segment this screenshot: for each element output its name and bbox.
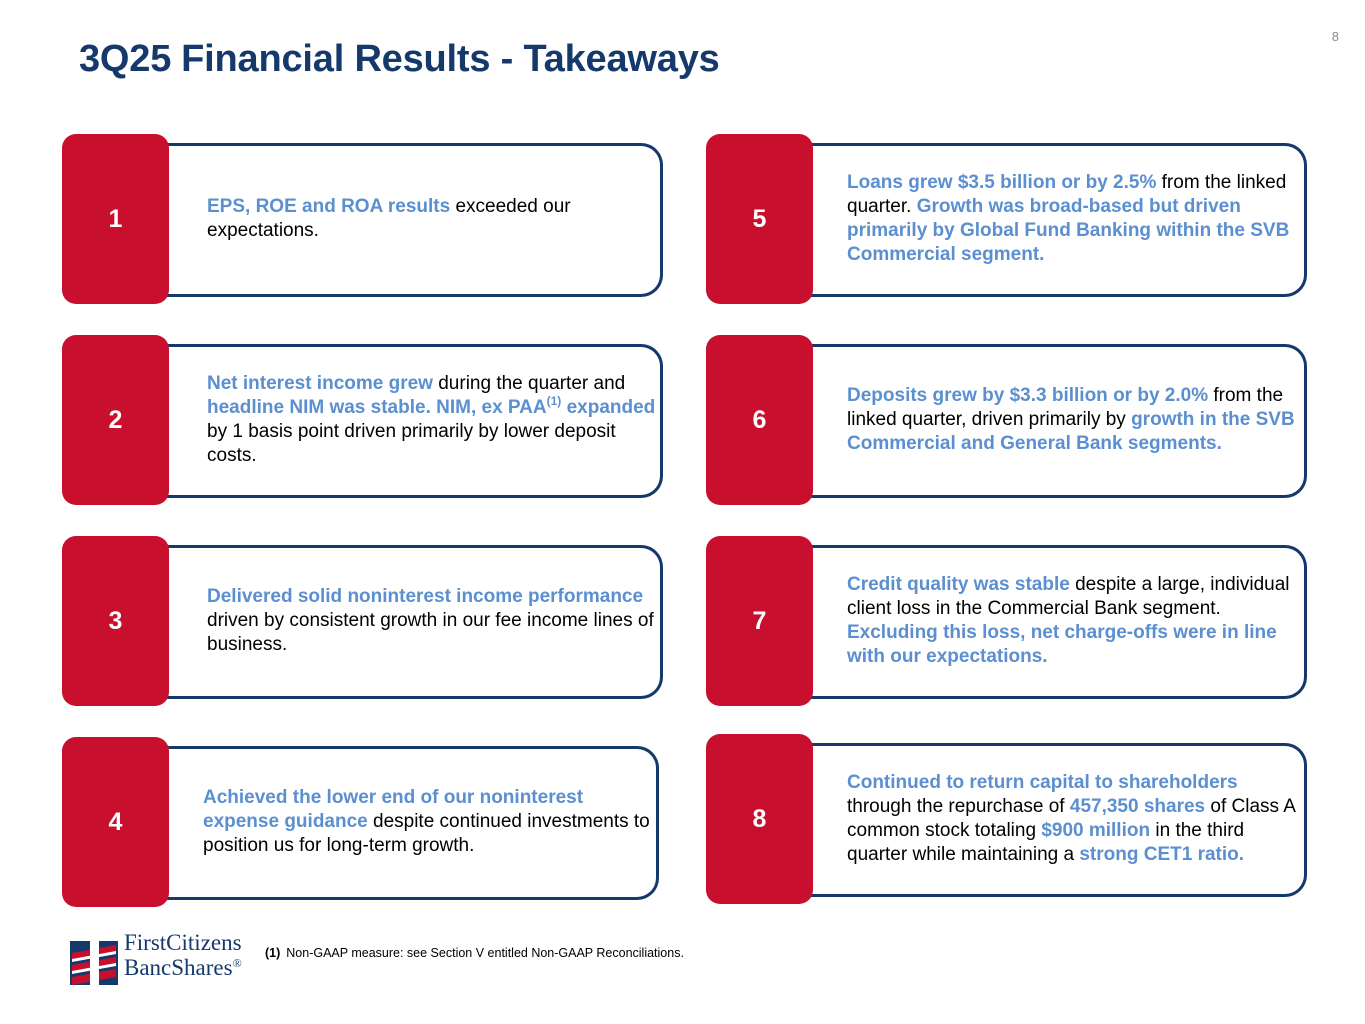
footnote [265,946,684,960]
body-text: in the third quarter while maintaining a [847,820,1245,865]
card-paragraph [847,573,1308,669]
card-text [207,536,658,706]
highlighted-text: growth in the SVB Commercial and General Bank segments. [847,409,1295,454]
highlighted-text: headline NIM was stable. NIM, ex PAA [207,397,547,418]
takeaway-card-4 [62,737,666,907]
highlighted-text: Excluding this loss, net charge-offs were in line with our expectations. [847,622,1277,667]
card-text [207,134,658,304]
first-citizens-logo [70,930,260,990]
card-paragraph [207,585,658,657]
body-text: through the repurchase of [847,796,1070,817]
highlighted-text: expanded [561,397,656,418]
card-number-badge: 8 [706,734,813,904]
card-paragraph [203,786,658,858]
title-text: Financial Results - Takeaways [181,38,720,80]
highlighted-text: Continued to return capital to shareholders [847,772,1238,793]
body-text: from the linked quarter. [847,172,1287,217]
highlighted-text: Delivered solid noninterest income performance [207,586,644,607]
takeaway-card-6 [706,335,1310,505]
page-number: 8 [1331,29,1339,44]
card-number-badge: 3 [62,536,169,706]
page-title [79,38,720,81]
title-quarter: 3Q25 [79,38,172,80]
logo-wordmark [124,930,242,980]
takeaway-card-2 [62,335,666,505]
flag-logo-icon [70,933,122,985]
highlighted-text: strong CET1 ratio. [1079,844,1245,865]
footnote-marker: (1) [265,946,281,960]
highlighted-text: 457,350 shares [1069,796,1206,817]
card-paragraph [847,771,1302,867]
card-number-badge: 2 [62,335,169,505]
takeaway-card-5 [706,134,1310,304]
card-number-badge: 4 [62,737,169,907]
card-number-badge: 5 [706,134,813,304]
highlighted-text: Achieved the lower end of our noninterest expense guidance [203,787,584,832]
highlighted-text: Growth was broad-based but driven primarily by Global Fund Banking within the SVB Commercial segment. [847,196,1290,265]
registered-mark: ® [232,956,242,970]
card-paragraph [207,195,658,243]
takeaway-card-8 [706,734,1310,904]
body-text: exceeded our expectations. [207,196,571,241]
card-text [207,335,658,505]
body-text: despite a large, individual client loss in the Commercial Bank segment. [847,574,1290,619]
card-paragraph [847,384,1302,456]
highlighted-text: Credit quality was stable [847,574,1070,595]
body-text: of Class A common stock totaling [847,796,1295,841]
body-text: from the linked quarter, driven primarily by [847,385,1284,430]
card-paragraph [847,171,1302,267]
highlighted-text: Net interest income grew [207,373,433,394]
card-number-badge: 6 [706,335,813,505]
highlighted-text: Loans grew $3.5 billion or by 2.5% [847,172,1157,193]
card-paragraph [207,372,658,468]
body-text: driven by consistent growth in our fee income lines of business. [207,610,654,655]
body-text: despite continued investments to position us for long-term growth. [203,811,650,856]
card-text [847,134,1302,304]
card-text [847,335,1302,505]
card-text [847,734,1302,904]
card-number-badge: 1 [62,134,169,304]
logo-line-1: FirstCitizens [124,930,242,955]
takeaway-card-3 [62,536,666,706]
takeaway-card-1 [62,134,666,304]
card-text [203,737,658,907]
takeaway-card-7 [706,536,1310,706]
card-text [847,536,1308,706]
highlighted-text: $900 million [1041,820,1151,841]
body-text: during the quarter and [432,373,626,394]
highlighted-text: (1) [546,394,562,408]
highlighted-text: EPS, ROE and ROA results [207,196,451,217]
footnote-text: Non-GAAP measure: see Section V entitled Non-GAAP Reconciliations. [286,946,684,960]
card-number-badge: 7 [706,536,813,706]
body-text: by 1 basis point driven primarily by lower deposit costs. [207,421,616,466]
logo-line-2: BancShares® [124,955,242,980]
highlighted-text: Deposits grew by $3.3 billion or by 2.0% [847,385,1209,406]
